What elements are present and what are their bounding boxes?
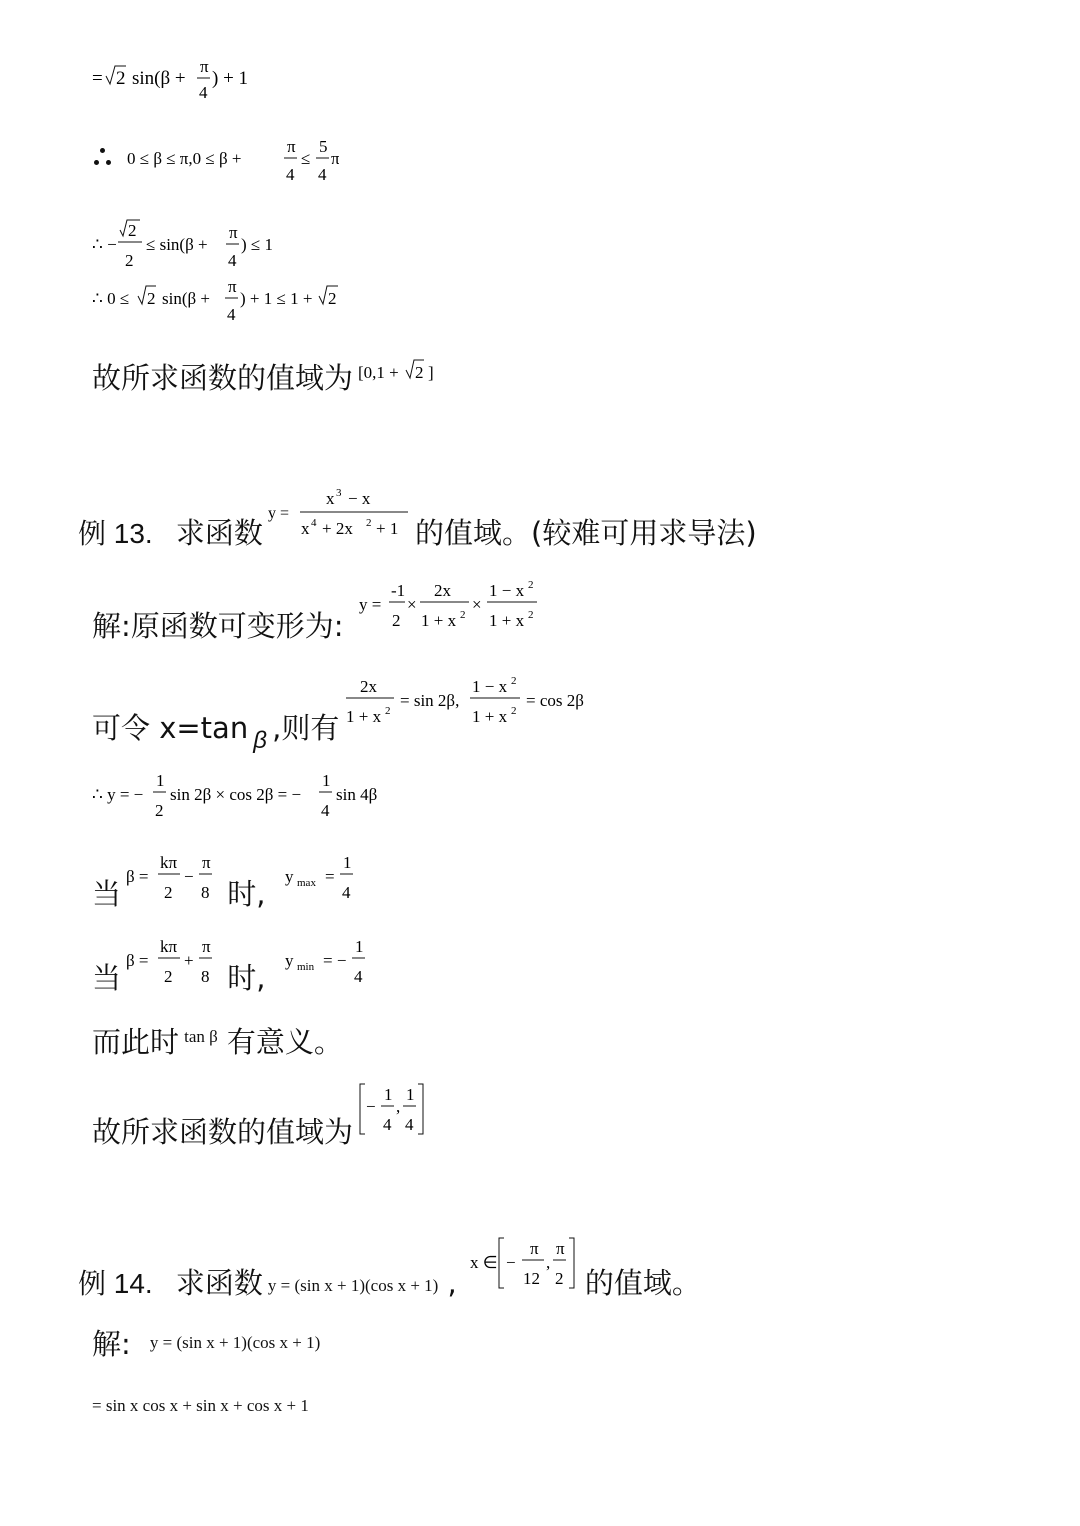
svg-text:= −: = − [322, 951, 346, 970]
example-14-text-b: 的值域。 [584, 1266, 701, 1300]
svg-text:1: 1 [354, 937, 364, 956]
svg-text:1 + x: 1 + x [420, 611, 456, 630]
example-13-formula [268, 484, 410, 544]
svg-text:2: 2 [511, 675, 517, 687]
conclusion-text: 故所求函数的值域为 [92, 361, 354, 395]
svg-text:π: π [529, 1239, 539, 1258]
svg-text:[0,1 +: [0,1 + [358, 363, 399, 382]
svg-text:x: x [325, 489, 335, 508]
svg-text:π: π [555, 1239, 565, 1258]
svg-text:min: min [296, 961, 314, 973]
example-14-heading [78, 1236, 701, 1302]
formula-line-1 [92, 58, 292, 108]
svg-text:2: 2 [155, 801, 164, 820]
svg-text:2: 2 [128, 221, 137, 240]
formula-sqrt2-sin [92, 58, 292, 104]
svg-text:sin(β +: sin(β + [162, 289, 210, 308]
solution-13-line-4 [92, 852, 365, 913]
svg-text:≤ sin(β +: ≤ sin(β + [146, 235, 208, 254]
range-conclusion-2 [92, 1082, 434, 1151]
svg-text:1: 1 [384, 1085, 393, 1104]
svg-text:) + 1 ≤ 1 +: ) + 1 ≤ 1 + [240, 289, 313, 308]
svg-text:2: 2 [147, 289, 156, 308]
svg-text:2: 2 [459, 609, 466, 621]
svg-text:+ 1: + 1 [375, 519, 399, 538]
example-13-text-b: 的值域。(较难可用求导法) [415, 516, 757, 550]
svg-text:− x: − x [347, 489, 371, 508]
svg-text:4: 4 [228, 251, 237, 270]
svg-text:= sin 2β,: = sin 2β, [400, 691, 460, 710]
svg-text:2: 2 [164, 967, 173, 986]
svg-text:∴ y = −: ∴ y = − [92, 785, 144, 804]
y-min-value [285, 936, 375, 990]
solution-13-line-2 [92, 672, 594, 754]
svg-text:= cos 2β: = cos 2β [526, 691, 585, 710]
solution-14-line-2 [92, 1396, 309, 1416]
svg-text:sin(β +: sin(β + [132, 68, 186, 89]
substitution-text-b: ,则有 [272, 711, 340, 745]
svg-text:2: 2 [554, 1269, 564, 1288]
example-14-text-a: 求函数 [175, 1266, 263, 1300]
y-max-value [285, 852, 365, 906]
solution-14-line-1 [92, 1322, 320, 1363]
svg-text:sin 4β: sin 4β [336, 785, 378, 804]
svg-text:y =: y = [267, 505, 289, 522]
svg-text:1 + x: 1 + x [488, 611, 524, 630]
svg-text:2x: 2x [360, 677, 378, 696]
svg-text:4: 4 [321, 801, 330, 820]
svg-text:4: 4 [310, 517, 317, 529]
svg-text:+ 2x: + 2x [321, 519, 353, 538]
svg-text:1 − x: 1 − x [472, 677, 508, 696]
example-14-formula: y = (sin x + 1)(cos x + 1) [267, 1276, 439, 1295]
svg-text:) + 1: ) + 1 [212, 68, 249, 89]
svg-text:2: 2 [328, 289, 337, 308]
svg-text:y: y [284, 867, 294, 886]
simplified-y [92, 770, 392, 822]
substitution-beta: β [253, 727, 268, 754]
range-conclusion-1 [92, 356, 448, 397]
svg-text:∴ −: ∴ − [92, 235, 117, 254]
svg-text:kπ: kπ [160, 853, 178, 872]
then-text-2: 时, [227, 961, 266, 995]
when-text-2: 当 [92, 961, 122, 995]
svg-text:=: = [324, 867, 335, 886]
svg-text:2: 2 [116, 68, 126, 89]
meaningful-text-a: 而此时 [92, 1025, 180, 1059]
svg-text:π: π [287, 137, 296, 156]
formula-sin-bounds [92, 216, 292, 274]
svg-text:1: 1 [342, 853, 352, 872]
svg-text:kπ: kπ [160, 937, 178, 956]
beta-max-condition [126, 852, 222, 906]
svg-text:0 ≤ β ≤ π,0 ≤ β +: 0 ≤ β ≤ π,0 ≤ β + [127, 149, 242, 168]
substitution-formula [344, 672, 594, 730]
svg-text:β =: β = [126, 951, 149, 970]
when-text-1: 当 [92, 877, 122, 911]
svg-text:2: 2 [415, 363, 424, 382]
formula-beta-range [119, 136, 339, 186]
svg-text:,: , [396, 1097, 401, 1116]
meaningful-text-b: 有意义。 [226, 1025, 343, 1059]
svg-text:y: y [284, 951, 294, 970]
formula-line-4 [92, 280, 352, 330]
example-14-comma: , [447, 1266, 457, 1300]
svg-text:4: 4 [318, 165, 327, 184]
svg-text:2: 2 [365, 517, 372, 529]
svg-text:1: 1 [406, 1085, 415, 1104]
conclusion-interval [358, 356, 448, 386]
svg-text:2: 2 [385, 705, 391, 717]
svg-text:4: 4 [227, 305, 236, 324]
solution-13-intro: 解:原函数可变形为: [92, 609, 344, 643]
tan-beta: tan β [184, 1027, 218, 1046]
solution-14-formula-1: y = (sin x + 1)(cos x + 1) [149, 1333, 321, 1352]
svg-text:]: ] [428, 363, 434, 382]
svg-text:π: π [228, 280, 237, 296]
substitution-text-a: 可令 x=tan [92, 711, 249, 745]
svg-text:1 − x: 1 − x [488, 581, 524, 600]
svg-text:8: 8 [201, 967, 210, 986]
solution-13-line-1 [92, 576, 559, 645]
example-13-label: 例 13. [78, 518, 153, 549]
svg-text:12: 12 [522, 1269, 540, 1288]
example-14-domain [470, 1236, 580, 1292]
svg-text:) ≤ 1: ) ≤ 1 [241, 235, 273, 254]
svg-text:1 + x: 1 + x [472, 707, 508, 726]
svg-text:x ∈: x ∈ [469, 1253, 498, 1272]
svg-text:8: 8 [201, 883, 210, 902]
svg-text:π: π [202, 937, 211, 956]
svg-text:2: 2 [125, 251, 134, 270]
solution-14-label: 解: [92, 1327, 131, 1361]
formula-line-3 [92, 216, 292, 278]
then-text-1: 时, [227, 877, 266, 911]
solution-14-formula-2: = sin x cos x + sin x + cos x + 1 [92, 1396, 309, 1415]
svg-text:2x: 2x [433, 581, 451, 600]
svg-text:β =: β = [126, 867, 149, 886]
svg-text:≤: ≤ [301, 149, 311, 168]
svg-text:y =: y = [358, 595, 381, 614]
svg-text:∴ 0 ≤: ∴ 0 ≤ [92, 289, 130, 308]
svg-text:2: 2 [527, 579, 534, 591]
conclusion-text-2: 故所求函数的值域为 [92, 1115, 354, 1149]
svg-text:max: max [296, 877, 316, 889]
example-13-text-a: 求函数 [175, 516, 263, 550]
svg-text:2: 2 [511, 705, 517, 717]
svg-text:4: 4 [383, 1115, 392, 1134]
svg-text:×: × [406, 595, 417, 614]
svg-text:2: 2 [164, 883, 173, 902]
svg-text:-1: -1 [390, 581, 405, 600]
svg-text:4: 4 [286, 165, 295, 184]
svg-text:x: x [300, 519, 310, 538]
svg-text:1: 1 [322, 771, 331, 790]
svg-text:2: 2 [527, 609, 534, 621]
svg-text:5: 5 [319, 137, 328, 156]
svg-text:,: , [545, 1253, 550, 1272]
svg-text:1: 1 [156, 771, 165, 790]
svg-text:−: − [366, 1097, 376, 1116]
beta-min-condition [126, 936, 222, 990]
svg-text:4: 4 [341, 883, 351, 902]
svg-text:sin 2β × cos 2β = −: sin 2β × cos 2β = − [170, 785, 302, 804]
svg-text:=: = [92, 68, 103, 89]
example-13-heading [78, 484, 757, 552]
svg-text:+: + [184, 951, 194, 970]
formula-range-bounds [92, 280, 352, 326]
conclusion-interval-2 [358, 1082, 434, 1138]
solution-13-line-6 [92, 1020, 343, 1061]
solution-13-transform [359, 576, 559, 634]
example-14-label: 例 14. [78, 1268, 153, 1299]
svg-text:4: 4 [405, 1115, 414, 1134]
solution-13-line-5 [92, 936, 375, 997]
svg-text:4: 4 [199, 83, 208, 102]
svg-text:−: − [505, 1253, 516, 1272]
svg-text:π: π [202, 853, 211, 872]
solution-13-line-3 [92, 770, 392, 826]
svg-text:π: π [200, 58, 209, 76]
svg-text:3: 3 [335, 487, 342, 499]
svg-text:π: π [229, 223, 238, 242]
svg-text:π: π [331, 149, 340, 168]
svg-text:4: 4 [353, 967, 363, 986]
svg-text:2: 2 [391, 611, 401, 630]
svg-text:×: × [471, 595, 482, 614]
formula-line-2 [92, 136, 339, 186]
because-symbol [92, 144, 114, 170]
svg-text:−: − [184, 867, 194, 886]
svg-text:1 + x: 1 + x [346, 707, 382, 726]
